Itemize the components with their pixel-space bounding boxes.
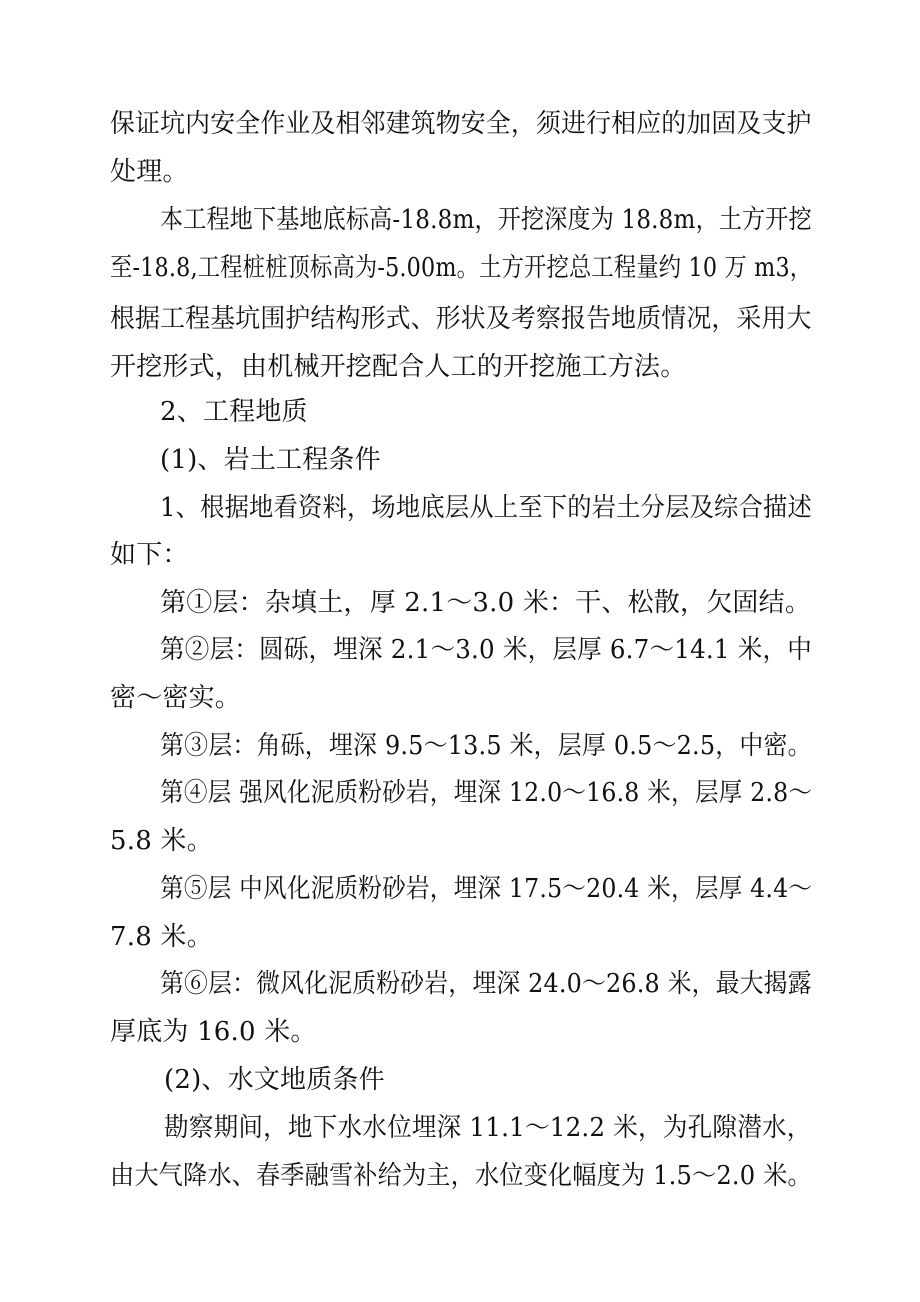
text-line: 5.8 米。 — [110, 826, 213, 856]
text-line: 开挖形式，由机械开挖配合人工的开挖施工方法。 — [110, 352, 687, 382]
section-heading: 2、工程地质 — [160, 397, 308, 427]
text-line: 至-18.8,工程桩桩顶标高为-5.00m。土方开挖总工程量约 10 万 m3， — [110, 253, 813, 283]
text-line: 第⑤层 中风化泥质粉砂岩，埋深 17.5～20.4 米，层厚 4.4～ — [160, 874, 813, 904]
text-line: 1、根据地看资料，场地底层从上至下的岩土分层及综合描述 — [160, 493, 812, 523]
text-line: 根据工程基坑围护结构形式、形状及考察报告地质情况，采用大 — [110, 304, 812, 334]
text-line: 密～密实。 — [110, 683, 242, 713]
text-line: 第③层：角砾，埋深 9.5～13.5 米，层厚 0.5～2.5，中密。 — [160, 731, 812, 761]
subsection-heading: (2)、水文地质条件 — [164, 1065, 385, 1095]
text-line: 第②层：圆砾，埋深 2.1～3.0 米，层厚 6.7～14.1 米，中 — [160, 635, 812, 665]
subsection-heading: (1)、岩土工程条件 — [160, 445, 381, 475]
text-line: 保证坑内安全作业及相邻建筑物安全，须进行相应的加固及支护 — [110, 109, 812, 139]
text-line: 7.8 米。 — [110, 922, 213, 952]
text-line: 第①层：杂填土，厚 2.1～3.0 米：干、松散，欠固结。 — [160, 588, 812, 618]
text-line: 本工程地下基地底标高-18.8m，开挖深度为 18.8m，土方开挖 — [160, 205, 812, 235]
text-line: 处理。 — [110, 157, 189, 187]
text-line: 第④层 强风化泥质粉砂岩，埋深 12.0～16.8 米，层厚 2.8～ — [160, 778, 813, 808]
text-line: 勘察期间，地下水水位埋深 11.1～12.2 米，为孔隙潜水， — [164, 1113, 812, 1143]
text-line: 如下： — [110, 540, 189, 570]
text-line: 由大气降水、春季融雪补给为主，水位变化幅度为 1.5～2.0 米。 — [110, 1161, 812, 1191]
text-line: 厚底为 16.0 米。 — [110, 1017, 317, 1047]
text-line: 第⑥层：微风化泥质粉砂岩，埋深 24.0～26.8 米，最大揭露 — [160, 969, 812, 999]
